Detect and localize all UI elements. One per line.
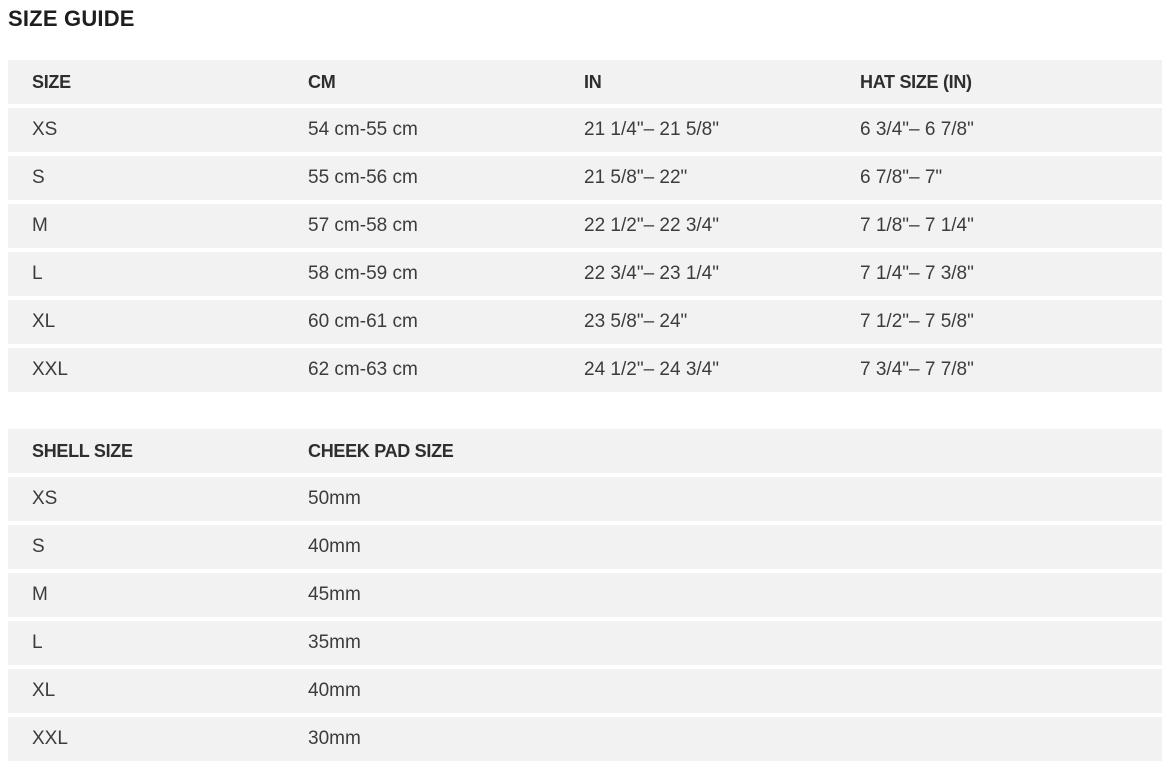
cell-in: 23 5/8"– 24" (560, 300, 836, 344)
size-guide-table (8, 56, 1162, 396)
empty-cell (560, 525, 836, 569)
cell-cm: 54 cm-55 cm (284, 108, 560, 152)
cell-cheek-pad-size: 40mm (284, 525, 560, 569)
table-row (8, 300, 1162, 344)
cheek-pad-table (8, 425, 1162, 765)
cell-in: 24 1/2"– 24 3/4" (560, 348, 836, 392)
cell-cm: 62 cm-63 cm (284, 348, 560, 392)
cell-shell-size: XS (8, 477, 284, 521)
cell-in: 21 1/4"– 21 5/8" (560, 108, 836, 152)
header-size: SIZE (8, 60, 284, 104)
table-row (8, 669, 1162, 713)
cell-cheek-pad-size: 50mm (284, 477, 560, 521)
table-row (8, 621, 1162, 665)
empty-cell (560, 573, 836, 617)
cell-cheek-pad-size: 35mm (284, 621, 560, 665)
header-hat-size: HAT SIZE (IN) (836, 60, 1162, 104)
cell-in: 21 5/8"– 22" (560, 156, 836, 200)
cell-shell-size: L (8, 621, 284, 665)
cell-hat-size: 7 1/2"– 7 5/8" (836, 300, 1162, 344)
cell-size: M (8, 204, 284, 248)
cell-size: XXL (8, 348, 284, 392)
cell-shell-size: S (8, 525, 284, 569)
table-row (8, 108, 1162, 152)
header-in: IN (560, 60, 836, 104)
cell-size: XL (8, 300, 284, 344)
table-row (8, 252, 1162, 296)
cell-hat-size: 6 7/8"– 7" (836, 156, 1162, 200)
table-row (8, 156, 1162, 200)
cell-hat-size: 7 3/4"– 7 7/8" (836, 348, 1162, 392)
empty-cell (836, 429, 1162, 473)
table-row (8, 573, 1162, 617)
cell-in: 22 3/4"– 23 1/4" (560, 252, 836, 296)
empty-cell (836, 477, 1162, 521)
cell-hat-size: 7 1/4"– 7 3/8" (836, 252, 1162, 296)
empty-cell (560, 477, 836, 521)
cell-shell-size: M (8, 573, 284, 617)
table-row (8, 348, 1162, 392)
table-row (8, 717, 1162, 761)
cell-cheek-pad-size: 30mm (284, 717, 560, 761)
cell-hat-size: 6 3/4"– 6 7/8" (836, 108, 1162, 152)
cell-shell-size: XL (8, 669, 284, 713)
empty-cell (560, 669, 836, 713)
empty-cell (836, 717, 1162, 761)
cell-size: L (8, 252, 284, 296)
empty-cell (836, 525, 1162, 569)
cell-cm: 58 cm-59 cm (284, 252, 560, 296)
page-title: SIZE GUIDE (8, 6, 135, 31)
header-cm: CM (284, 60, 560, 104)
empty-cell (560, 621, 836, 665)
empty-cell (836, 573, 1162, 617)
header-cheek-pad-size: CHEEK PAD SIZE (284, 429, 560, 473)
cell-cheek-pad-size: 45mm (284, 573, 560, 617)
cell-size: S (8, 156, 284, 200)
table-row (8, 477, 1162, 521)
table-header-row (8, 429, 1162, 473)
table-row (8, 204, 1162, 248)
cell-hat-size: 7 1/8"– 7 1/4" (836, 204, 1162, 248)
header-shell-size: SHELL SIZE (8, 429, 284, 473)
table-row (8, 525, 1162, 569)
empty-cell (836, 621, 1162, 665)
empty-cell (836, 669, 1162, 713)
empty-cell (560, 429, 836, 473)
table-header-row (8, 60, 1162, 104)
cell-in: 22 1/2"– 22 3/4" (560, 204, 836, 248)
empty-cell (560, 717, 836, 761)
cell-shell-size: XXL (8, 717, 284, 761)
cell-cm: 55 cm-56 cm (284, 156, 560, 200)
cell-cheek-pad-size: 40mm (284, 669, 560, 713)
cell-size: XS (8, 108, 284, 152)
cell-cm: 57 cm-58 cm (284, 204, 560, 248)
cell-cm: 60 cm-61 cm (284, 300, 560, 344)
